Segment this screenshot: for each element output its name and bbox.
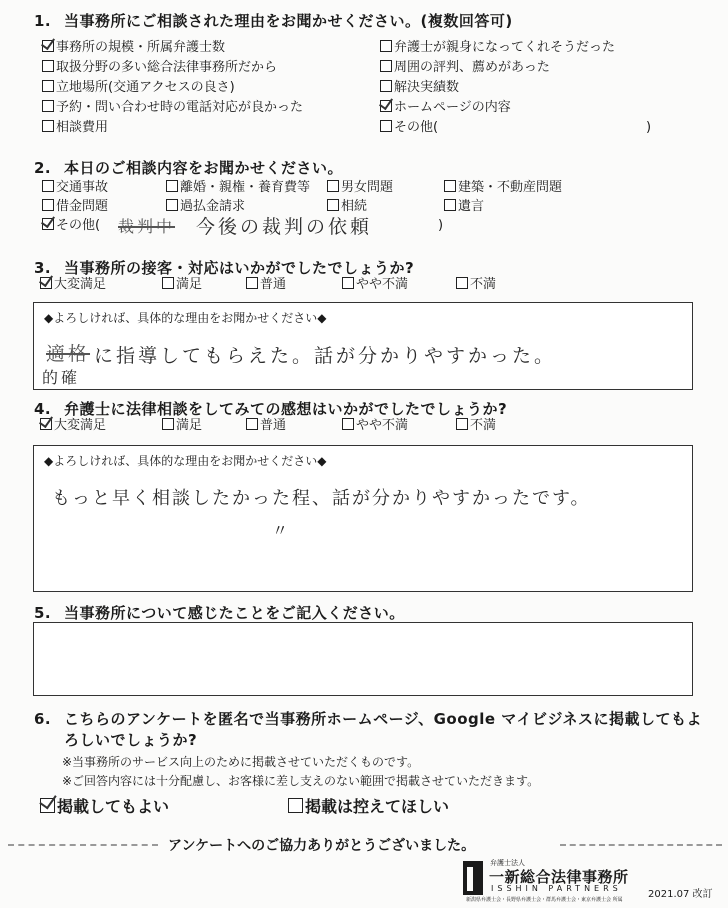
q3-option[interactable]: 不満	[456, 277, 496, 293]
handwritten-comment: もっと早く相談したかった程、話が分かりやすかったです。	[52, 488, 591, 509]
checkbox[interactable]	[380, 120, 392, 132]
handwritten-other-text: 今後の裁判の依頼	[196, 216, 373, 238]
checkbox[interactable]	[327, 199, 339, 211]
firm-type: 弁護士法人	[490, 859, 525, 867]
checkbox[interactable]	[444, 199, 456, 211]
q1-option[interactable]: 立地場所(交通アクセスの良さ)	[42, 80, 235, 96]
handwritten-struck: 裁判中	[118, 217, 176, 236]
checkbox[interactable]	[40, 798, 55, 813]
q2-option-other[interactable]: その他(	[42, 218, 100, 234]
q1-option[interactable]: 相談費用	[42, 120, 108, 136]
thanks-message: アンケートへのご協力ありがとうございました。	[168, 838, 476, 854]
q1-option[interactable]: 周囲の評判、薦めがあった	[380, 60, 550, 76]
checkbox[interactable]	[42, 80, 54, 92]
handwritten-struck: 適格	[46, 343, 91, 365]
q2-option[interactable]: 離婚・親権・養育費等	[166, 180, 310, 196]
q5-title: 5. 当事務所について感じたことをご記入ください。	[34, 604, 405, 622]
checkbox[interactable]	[342, 418, 354, 430]
checkbox[interactable]	[42, 60, 54, 72]
q2-option[interactable]: 建築・不動産問題	[444, 180, 562, 196]
checkbox[interactable]	[456, 277, 468, 289]
q1-option[interactable]: 取扱分野の多い総合法律事務所だから	[42, 60, 277, 76]
firm-logo	[463, 861, 483, 895]
checkbox[interactable]	[246, 418, 258, 430]
checkbox[interactable]	[456, 418, 468, 430]
q3-option[interactable]: 大変満足	[40, 277, 106, 293]
footer-divider	[8, 844, 158, 846]
handwritten-comment: に指導してもらえた。話が分かりやすかった。	[94, 345, 557, 367]
version-label: 2021.07 改訂	[648, 889, 713, 900]
firm-name-english: ISSHIN PARTNERS	[491, 884, 622, 893]
checkbox[interactable]	[288, 798, 303, 813]
checkbox[interactable]	[380, 60, 392, 72]
checkbox[interactable]	[380, 80, 392, 92]
q2-title: 2. 本日のご相談内容をお聞かせください。	[34, 159, 344, 177]
q1-option-other[interactable]: その他(	[380, 120, 438, 136]
checkbox[interactable]	[40, 277, 52, 289]
q3-option[interactable]: 満足	[162, 277, 202, 293]
q3-option[interactable]: やや不満	[342, 277, 408, 293]
checkbox[interactable]	[444, 180, 456, 192]
q4-option[interactable]: 普通	[246, 418, 286, 434]
q1-option[interactable]: 弁護士が親身になってくれそうだった	[380, 40, 615, 56]
q2-other-close: )	[438, 218, 444, 233]
checkbox[interactable]	[380, 40, 392, 52]
q2-option[interactable]: 借金問題	[42, 199, 108, 215]
checkbox[interactable]	[42, 180, 54, 192]
checkbox[interactable]	[40, 418, 52, 430]
q5-comment-box[interactable]	[33, 622, 693, 696]
checkbox[interactable]	[42, 120, 54, 132]
firm-affiliation: 新潟県弁護士会・長野県弁護士会・群馬弁護士会・東京弁護士会 所属	[466, 897, 623, 903]
checkbox[interactable]	[42, 40, 54, 52]
checkbox[interactable]	[246, 277, 258, 289]
checkbox[interactable]	[166, 180, 178, 192]
q4-option[interactable]: 不満	[456, 418, 496, 434]
checkbox[interactable]	[42, 218, 54, 230]
q2-option[interactable]: 相続	[327, 199, 367, 215]
q6-title-line1: 6. こちらのアンケートを匿名で当事務所ホームページ、Google マイビジネスに掲載してもよ	[34, 710, 703, 728]
checkbox[interactable]	[162, 277, 174, 289]
q4-option[interactable]: やや不満	[342, 418, 408, 434]
checkbox[interactable]	[166, 199, 178, 211]
handwritten-mark: 〃	[272, 521, 292, 540]
q3-comment-box[interactable]	[33, 302, 693, 390]
footer-divider	[560, 844, 722, 846]
q6-option-decline[interactable]: 掲載は控えてほしい	[288, 798, 449, 815]
q3-option[interactable]: 普通	[246, 277, 286, 293]
q1-option[interactable]: 解決実績数	[380, 80, 459, 96]
checkbox[interactable]	[327, 180, 339, 192]
handwritten-correction: 的確	[42, 368, 81, 387]
q1-option[interactable]: ホームページの内容	[380, 100, 511, 116]
q2-option[interactable]: 男女問題	[327, 180, 393, 196]
q4-option[interactable]: 大変満足	[40, 418, 106, 434]
q1-title: 1. 当事務所にご相談された理由をお聞かせください。(複数回答可)	[34, 12, 513, 30]
q3-title: 3. 当事務所の接客・対応はいかがでしたでしょうか?	[34, 259, 415, 277]
q6-option-allow[interactable]: 掲載してもよい	[40, 798, 169, 815]
q2-option[interactable]: 遺言	[444, 199, 484, 215]
checkbox[interactable]	[342, 277, 354, 289]
q6-note: ※当事務所のサービス向上のために掲載させていただくものです。	[62, 755, 420, 769]
q4-title: 4. 弁護士に法律相談をしてみての感想はいかがでしたでしょうか?	[34, 400, 508, 418]
q6-note: ※ご回答内容には十分配慮し、お客様に差し支えのない範囲で掲載させていただきます。	[62, 774, 540, 788]
q6-title-line2: ろしいでしょうか?	[64, 731, 198, 749]
checkbox[interactable]	[380, 100, 392, 112]
q2-option[interactable]: 交通事故	[42, 180, 108, 196]
firm-name: 一新総合法律事務所	[489, 868, 629, 886]
checkbox[interactable]	[162, 418, 174, 430]
checkbox[interactable]	[42, 199, 54, 211]
comment-label: ◆よろしければ、具体的な理由をお聞かせください◆	[44, 311, 327, 325]
comment-label: ◆よろしければ、具体的な理由をお聞かせください◆	[44, 454, 327, 468]
q1-option[interactable]: 予約・問い合わせ時の電話対応が良かった	[42, 100, 303, 116]
q4-comment-box[interactable]	[33, 445, 693, 592]
q1-option[interactable]: 事務所の規模・所属弁護士数	[42, 40, 225, 56]
q4-option[interactable]: 満足	[162, 418, 202, 434]
q1-other-close: )	[646, 120, 652, 135]
q2-option[interactable]: 過払金請求	[166, 199, 245, 215]
checkbox[interactable]	[42, 100, 54, 112]
